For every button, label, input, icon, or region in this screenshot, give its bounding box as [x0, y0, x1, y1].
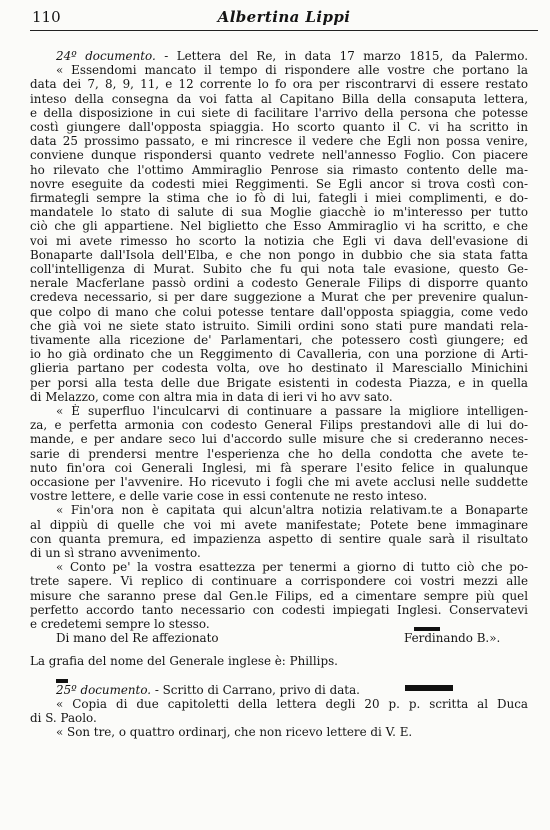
text-line: di S. Paolo.	[30, 711, 97, 725]
redaction-mark	[414, 627, 440, 631]
page-number: 110	[32, 8, 61, 26]
closing-line	[30, 631, 528, 645]
text-line: nerale Macferlane passò ordini a codesto Generale Filips di disporre quanto	[30, 276, 528, 291]
text-line: data 25 prossimo passato, e mi rincresce il vedere che Egli non possa venire,	[30, 134, 528, 149]
text-line: conviene dunque rispondersi quanto vedrete nell'annesso Foglio. Con piacere	[30, 148, 528, 163]
text-line: misure che saranno prese dal Gen.le Filips, ed a cimentare sempre più quel	[30, 588, 528, 603]
text-line: sarie di prendersi mentre l'esperienza che ho della condotta che avete te-	[30, 446, 528, 461]
text-line: e credetemi sempre lo stesso.	[30, 617, 210, 631]
running-header	[30, 6, 538, 31]
text-line: novre eseguite da codesti miei Reggimenti. Se Egli ancor si trova costì con-	[30, 176, 528, 191]
text-line: coll'intelligenza di Murat. Subito che fu qui nota tale evasione, questo Ge-	[30, 262, 528, 276]
text-line: inteso della consegna da voi fatta al Capitano Billa della consaputa lettera,	[30, 91, 528, 106]
doc25-label: 25º documento.	[56, 682, 152, 697]
text-line: costì giungere dall'opposta spiaggia. Ho scorto quanto il C. vi ha scritto in	[30, 120, 528, 134]
text-line: ciò che gli appartiene. Nel biglietto che Esso Ammiraglio vi ha scritto, e che	[30, 219, 528, 234]
text-line: glieria partano per codesta volta, ove ho destinato il Maresciallo Minichini	[30, 361, 528, 376]
text-line: « Essendomi mancato il tempo di rispondere alle vostre che portano la	[56, 63, 528, 78]
doc25-heading	[30, 683, 528, 697]
text-line: firmategli sempre la stima che io fò di lui, fategli i miei complimenti, e do-	[30, 191, 528, 205]
text-line: « Fin'ora non è capitata qui alcun'altra notizia relativam.te a Bonaparte	[56, 503, 528, 518]
closing-left: Di mano del Re affezionato	[56, 631, 219, 646]
editorial-note: La grafia del nome del Generale inglese è: Phillips.	[30, 654, 338, 669]
text-line: « Copia di due capitoletti della lettera degli 20 p. p. scritta al Duca	[56, 696, 528, 711]
text-line: trete sapere. Vi replico di continuare a corrispondere coi vostri mezzi alle	[30, 574, 528, 589]
text-line: tivamente alla ricezione de' Parlamentari, che potessero costì giungere; ed	[30, 333, 528, 347]
text-line: perfetto accordo tanto necessario con codesti impiegati Inglesi. Conservatevi	[30, 602, 528, 617]
text-line: con quanta premura, ed impazienza aspetto di sentire quale sarà il risultato	[30, 531, 528, 546]
running-title: Albertina Lippi	[217, 8, 351, 26]
text-line: ho rilevato che l'ottimo Ammiraglio Penrose sia rimasto contento delle ma-	[30, 162, 528, 177]
text-line: mande, e per andare seco lui d'accordo sulle misure che si crederanno neces-	[30, 432, 528, 447]
text-line: « È superfluo l'inculcarvi di continuare a passare la migliore intelligen-	[56, 404, 528, 418]
signature: Ferdinando B.».	[404, 631, 501, 646]
text-line: io ho già ordinato che un Reggimento di Cavalleria, con una porzione di Arti-	[30, 347, 528, 362]
doc25-heading-text: - Scritto di Carrano, privo di data.	[151, 682, 360, 697]
text-line: nuto fin'ora coi Generali Inglesi, mi fà sperare l'esito felice in qualunque	[30, 460, 528, 475]
text-line: « Conto pe' la vostra esattezza per tenermi a giorno di tutto ciò che po-	[56, 560, 528, 575]
text-line: credeva necessario, si per dare suggezione a Murat che per prevenire qualun-	[30, 290, 528, 305]
text-line: za, e perfetta armonia con codesto General Filips prestandovi alle di lui do-	[30, 418, 528, 433]
text-line: occasione per l'avvenire. Ho ricevuto i fogli che mi avete acclusi nelle suddette	[30, 475, 528, 489]
text-line: que colpo di mano che colui potesse tentare dall'opposta spiaggia, come vedo	[30, 304, 528, 319]
doc24-heading	[30, 49, 528, 63]
text-line: di un sì strano avvenimento.	[30, 546, 201, 560]
text-line: che già voi ne siete stato istruito. Simili ordini sono stati pure mandati rela-	[30, 318, 528, 333]
text-line: data dei 7, 8, 9, 11, e 12 corrente lo fo ora per riscontrarvi di essere restato	[30, 77, 528, 92]
text-line: e della disposizione in cui siete di facilitare l'arrivo della persona che potesse	[30, 105, 528, 120]
doc24-heading-text: - Lettera del Re, in data 17 marzo 1815, da Palermo.	[155, 49, 528, 63]
redaction-mark	[405, 685, 453, 691]
doc24-label: 24º documento.	[56, 49, 156, 63]
text-line: al dippiù di quelle che voi mi avete manifestate; Potete bene immaginare	[30, 517, 528, 532]
text-line: voi mi avete rimesso ho scorto la notizia che Egli vi dava dell'evasione di	[30, 233, 528, 248]
text-line: Bonaparte dall'Isola dell'Elba, e che non pongo in dubbio che sia stata fatta	[30, 247, 528, 262]
text-line: per porsi alla testa delle due Brigate esistenti in codesta Piazza, e in quella	[30, 375, 528, 390]
text-line: mandatele lo stato di salute di sua Moglie giacchè io m'interesso per tutto	[30, 205, 528, 220]
text-line: vostre lettere, e delle varie cose in essi contenute ne resto inteso.	[30, 489, 428, 504]
text-line: « Son tre, o quattro ordinarj, che non ricevo lettere di V. E.	[56, 725, 413, 740]
text-line: di Melazzo, come con altra mia in data di ieri vi ho avv sato.	[30, 389, 393, 404]
